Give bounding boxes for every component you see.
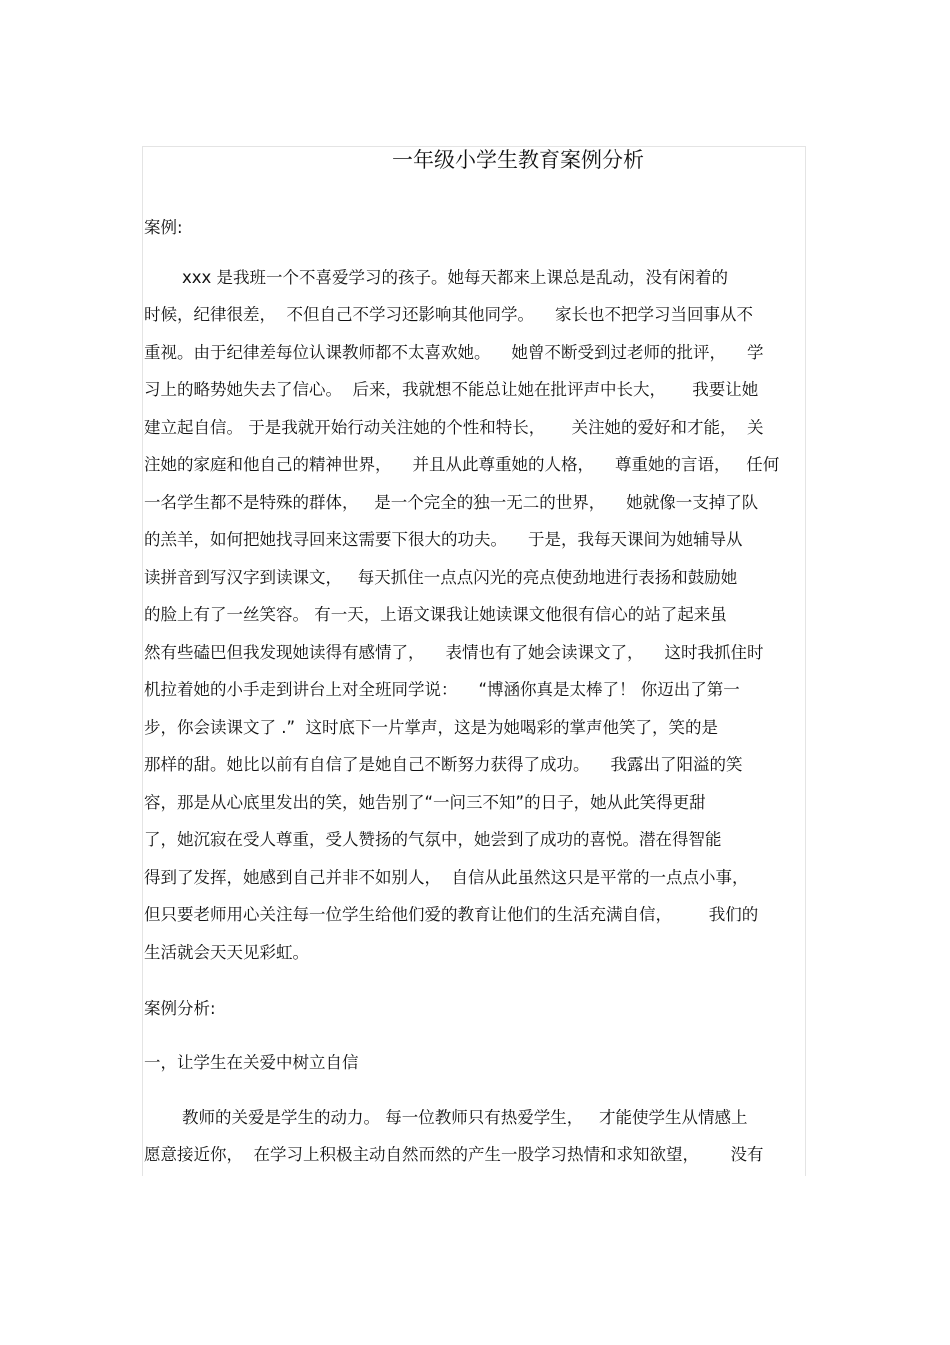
paragraph-line: 的羔羊，如何把她找寻回来这需要下很大的功夫。 于是，我每天课间为她辅导从 (144, 530, 743, 549)
paragraph-line: 那样的甜。她比以前有自信了是她自己不断努力获得了成功。 我露出了阳溢的笑 (144, 755, 743, 774)
paragraph-line: 注她的家庭和他自己的精神世界， 并且从此尊重她的人格， 尊重她的言语， 任何 (144, 455, 780, 474)
paragraph-line: 重视。由于纪律差每位认课教师都不太喜欢她。 她曾不断受到过老师的批评， 学 (144, 343, 764, 362)
paragraph-line: 愿意接近你， 在学习上积极主动自然而然的产生一股学习热情和求知欲望， 没有 (144, 1145, 764, 1164)
section-heading: 一，让学生在关爱中树立自信 (144, 1053, 359, 1072)
paragraph-line: 然有些磕巴但我发现她读得有感情了， 表情也有了她会读课文了， 这时我抓住时 (144, 643, 764, 662)
paragraph-line: 建立起自信。 于是我就开始行动关注她的个性和特长， 关注她的爱好和才能， 关 (144, 418, 764, 437)
paragraph-line: 读拼音到写汉字到读课文， 每天抓住一点点闪光的亮点使劲地进行表扬和鼓励她 (144, 568, 738, 587)
paragraph-line: 得到了发挥，她感到自己并非不如别人， 自信从此虽然这只是平常的一点点小事， (144, 868, 749, 887)
paragraph-line: 习上的略势她失去了信心。 后来，我就想不能总让她在批评声中长大， 我要让她 (144, 380, 759, 399)
paragraph-line: 了，她沉寂在受人尊重，受人赞扬的气氛中，她尝到了成功的喜悦。潜在得智能 (144, 830, 722, 849)
paragraph-line: 的脸上有了一丝笑容。 有一天，上语文课我让她读课文他很有信心的站了起来虽 (144, 605, 727, 624)
paragraph-line: 容，那是从心底里发出的笑，她告别了“一问三不知”的日子，她从此笑得更甜 (144, 793, 706, 812)
paragraph-line: 教师的关爱是学生的动力。 每一位教师只有热爱学生， 才能使学生从情感上 (182, 1108, 748, 1127)
analysis-label: 案例分析: (144, 999, 216, 1018)
paragraph-line: 一名学生都不是特殊的群体， 是一个完全的独一无二的世界， 她就像一支掉了队 (144, 493, 759, 512)
paragraph-line: xxx 是我班一个不喜爱学习的孩子。她每天都来上课总是乱动，没有闲着的 (182, 268, 729, 287)
paragraph-line: 但只要老师用心关注每一位学生给他们爱的教育让他们的生活充满自信， 我们的 (144, 905, 759, 924)
document-title: 一年级小学生教育案例分析 (392, 148, 644, 172)
paragraph-line: 时候，纪律很差， 不但自己不学习还影响其他同学。 家长也不把学习当回事从不 (144, 305, 753, 324)
paragraph-line: 步，你会读课文了 .” 这时底下一片掌声，这是为她喝彩的掌声他笑了，笑的是 (144, 718, 719, 737)
paragraph-line: 生活就会天天见彩虹。 (144, 943, 309, 962)
paragraph-line: 机拉着她的小手走到讲台上对全班同学说： “博涵你真是太棒了！ 你迈出了第一 (144, 680, 740, 699)
case-label: 案例: (144, 218, 183, 237)
